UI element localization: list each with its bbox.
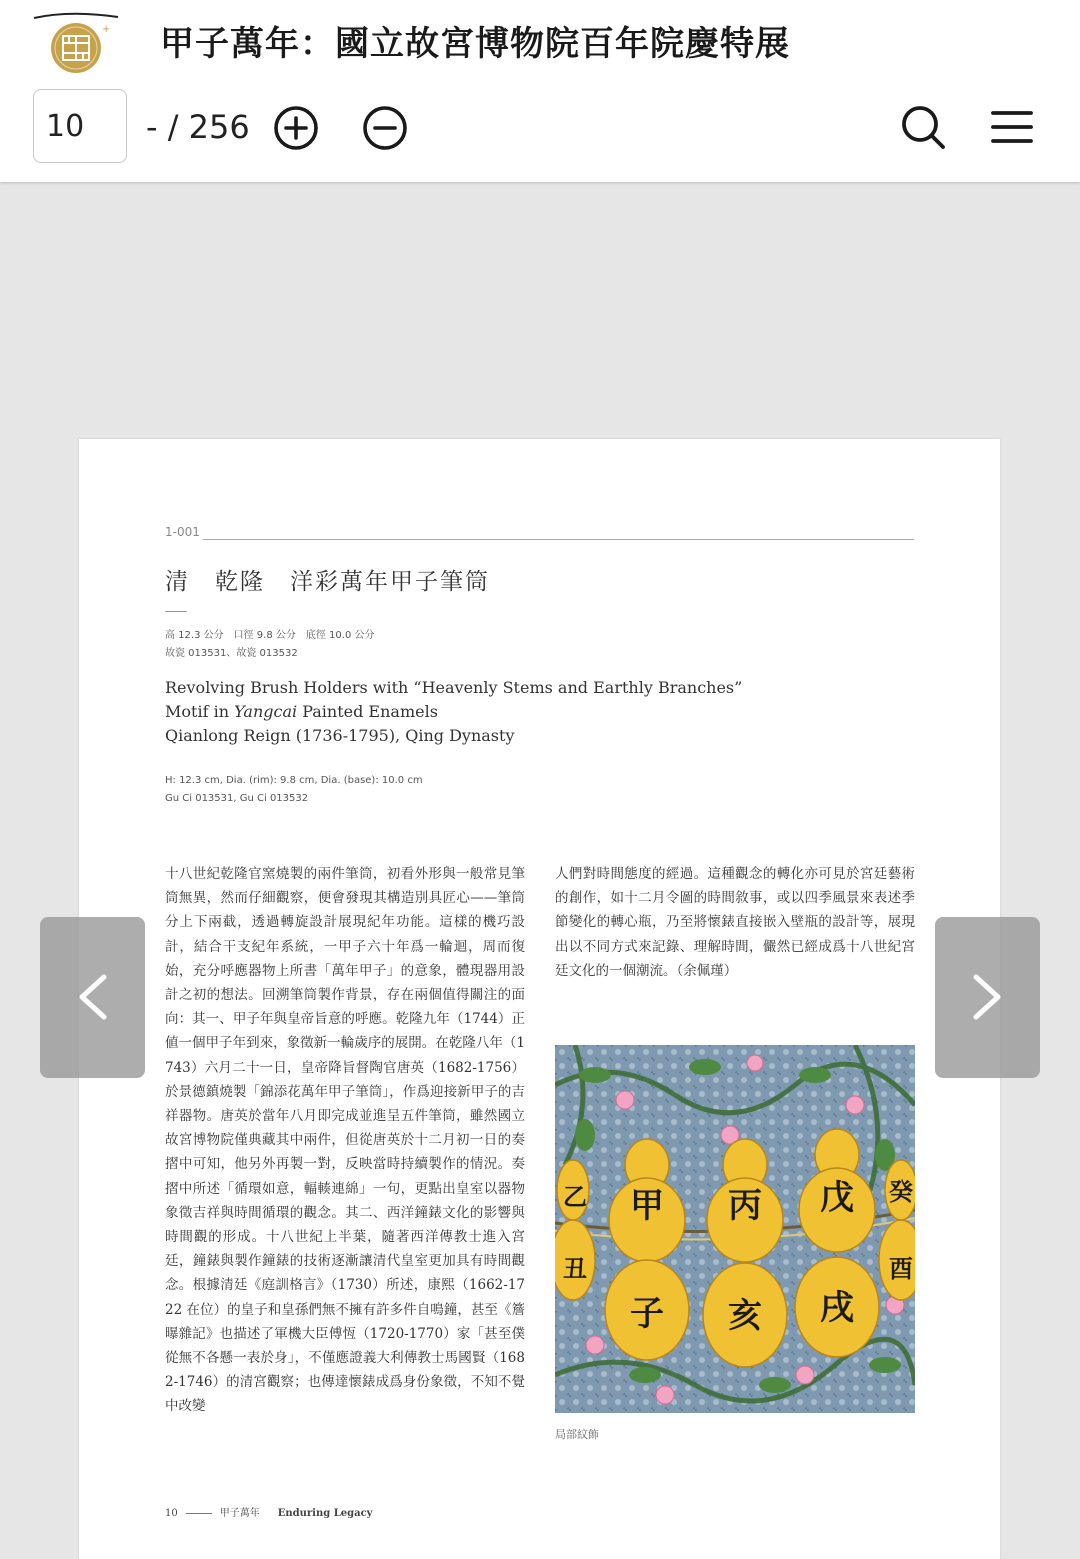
artwork-title-en: [165, 676, 742, 748]
chevron-right-icon: [935, 917, 1040, 1078]
title-en-italic: Yangcai: [234, 702, 298, 721]
search-button[interactable]: [899, 103, 947, 151]
photo-char: 乙: [563, 1182, 587, 1211]
detail-photo: [555, 1045, 915, 1413]
document-page: [79, 439, 1000, 1559]
title-en-line: Revolving Brush Holders with “Heavenly Stems and Earthly Branches”: [165, 678, 743, 697]
footer-book-title-zh: 甲子萬年: [219, 1508, 260, 1519]
top-toolbar: [0, 0, 1080, 182]
footer-page-number: 10: [165, 1508, 178, 1519]
photo-char: 甲: [630, 1186, 664, 1226]
photo-char: 戌: [820, 1288, 854, 1328]
photo-char: 戊: [820, 1178, 854, 1218]
page-number-input[interactable]: [33, 89, 127, 163]
svg-text:+: +: [102, 24, 111, 35]
photo-caption: 局部紋飾: [555, 1428, 599, 1441]
chevron-left-icon: [40, 917, 145, 1078]
title-en-line: Qianlong Reign (1736-1795), Qing Dynasty: [165, 726, 515, 745]
dimensions-en: [165, 772, 423, 808]
dimensions-en-line: H: 12.3 cm, Dia. (rim): 9.8 cm, Dia. (base): 10.0 cm: [165, 775, 423, 786]
app-title: 甲子萬年：國立故宮博物院百年院慶特展: [160, 24, 790, 64]
zoom-in-button[interactable]: [272, 104, 320, 152]
divider: [203, 539, 914, 540]
photo-char: 酉: [889, 1254, 913, 1283]
title-en-line: [165, 700, 742, 724]
artwork-title-zh: 清 乾隆 洋彩萬年甲子筆筒: [165, 569, 490, 595]
divider: [186, 1513, 212, 1514]
next-page-button[interactable]: [935, 917, 1040, 1078]
catalog-number: 1-001: [165, 525, 200, 539]
page-footer: [165, 1504, 372, 1519]
accession-en-line: Gu Ci 013531, Gu Ci 013532: [165, 793, 309, 804]
body-text-left: 十八世紀乾隆官窯燒製的兩件筆筒，初看外形與一般常見筆筒無異，然而仔細觀察，便會發現其構造別具匠心——筆筒分上下兩截，透過轉旋設計展現紀年功能。這樣的機巧設計，結合干支紀年系統，一甲子六十年爲一輪迴，周而復始，充分呼應器物上所書「萬年甲子」的意象，體現器用設計之初的想法。回溯筆筒製作背景，存在兩個值得關注的面向：其一、甲子年與皇帝旨意的呼應。乾隆九年（1744）正値一個甲子年到來，象徵新一輪歲序的展開。在乾隆八年（1743）六月二十一日，皇帝降旨督陶官唐英（1682-1756）於景德鎮燒製「錦添花萬年甲子筆筒」，作爲迎接新甲子的吉祥器物。唐英於當年八月即完成並進呈五件筆筒，雖然國立故宮博物院僅典藏其中兩件，但從唐英於十二月初一日的奏摺中可知，他另外再製一對，反映當時持續製作的情況。奏摺中所述「循環如意，輻輳連綿」一句，更點出皇室以器物象徵吉祥與時間循環的觀念。其二、西洋鐘錶文化的影響與時間觀的形成。十八世紀上半葉，隨著西洋傳教士進入宮廷，鐘錶與製作鐘錶的技術逐漸讓清代皇室更加具有時間觀念。根據清廷《庭訓格言》（1730）所述，康熙（1662-1722 在位）的皇子和皇孫們無不擁有許多件自鳴鐘，甚至《簷曝雜記》也描述了軍機大臣傅恆（1720-1770）家「甚至僕從無不各懸一表於身」，不僅應證義大利傳教士馬國賢（1682-1746）的清宮觀察；也傳達懷錶成爲身份象徵，不知不覺中改變: [165, 866, 525, 1415]
photo-char: 丑: [563, 1254, 587, 1283]
accession-zh-line: 故瓷 013531、故瓷 013532: [165, 648, 298, 659]
photo-char: 癸: [889, 1177, 913, 1206]
photo-char: 子: [630, 1294, 664, 1334]
museum-logo[interactable]: [30, 8, 122, 76]
previous-page-button[interactable]: [40, 917, 145, 1078]
photo-char: 亥: [728, 1296, 762, 1336]
dimensions-zh-line: 高 12.3 公分 口徑 9.8 公分 底徑 10.0 公分: [165, 630, 375, 641]
zoom-out-button[interactable]: [361, 104, 409, 152]
divider: [165, 611, 187, 612]
title-en-text: Painted Enamels: [297, 702, 438, 721]
photo-char: 丙: [728, 1186, 762, 1226]
footer-book-title-en: Enduring Legacy: [277, 1508, 373, 1519]
title-en-text: Motif in: [165, 702, 235, 721]
page-total: - / 256: [146, 108, 250, 146]
dimensions-zh: [165, 627, 375, 663]
menu-button[interactable]: [990, 107, 1034, 147]
body-text-right: 人們對時間態度的經過。這種觀念的轉化亦可見於宮廷藝術的創作，如十二月令圖的時間敘事，或以四季風景來表述季節變化的轉心瓶，乃至將懷錶直接嵌入壁瓶的設計等，展現出以不同方式來記錄、理解時間，儼然已經成爲十八世紀宮廷文化的一個潮流。（余佩瑾）: [555, 866, 915, 979]
